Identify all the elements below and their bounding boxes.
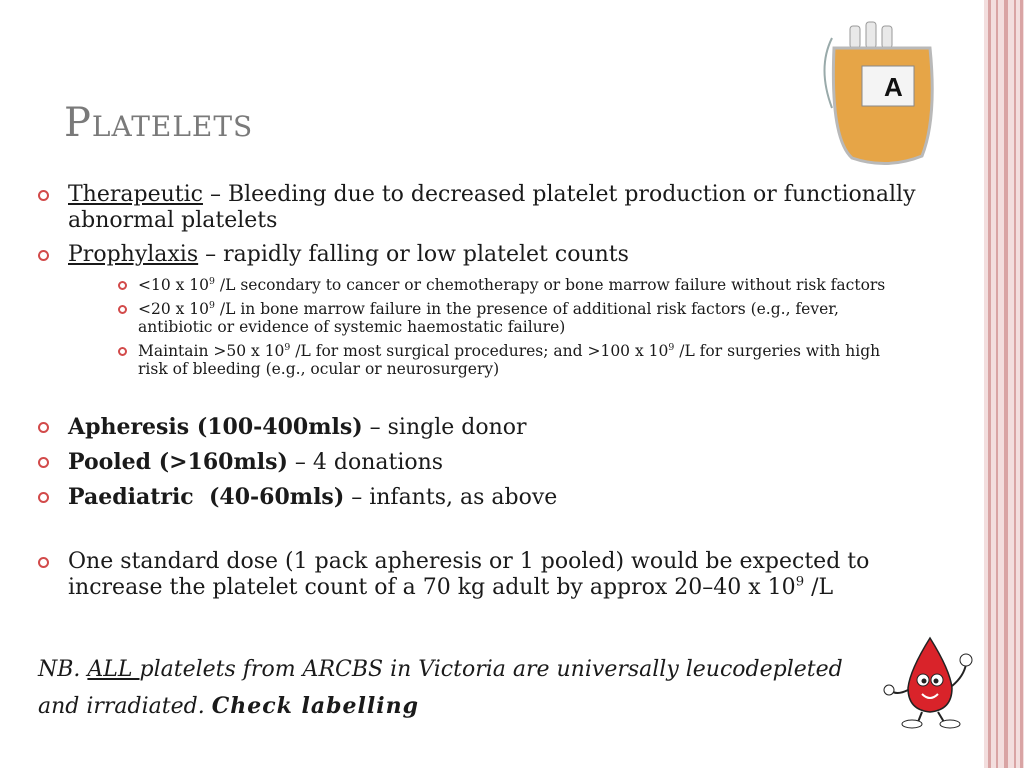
blood-drop-mascot-image bbox=[880, 630, 980, 730]
sub-text: <10 x 10 bbox=[138, 276, 210, 294]
prophylaxis-text: – rapidly falling or low platelet counts bbox=[198, 242, 629, 267]
sub-text: /L in bone marrow failure in the presence of additional risk factors (e.g., fever, antibiotic or evidence of systemic haemostatic failure) bbox=[138, 300, 839, 336]
nb-all: ALL bbox=[87, 657, 140, 682]
product-desc: – infants, as above bbox=[344, 485, 558, 510]
nb-lead: NB. bbox=[38, 657, 88, 682]
prophylaxis-term: Prophylaxis bbox=[68, 242, 199, 267]
product-desc: – 4 donations bbox=[287, 450, 444, 475]
sub-text: Maintain >50 x 10 bbox=[138, 342, 285, 360]
sub-bullet-marker bbox=[118, 281, 127, 290]
sub-bullet-3 bbox=[38, 342, 908, 378]
therapeutic-text: – Bleeding due to decreased platelet production or functionally abnormal platelets bbox=[68, 182, 916, 233]
product-desc: – single donor bbox=[362, 415, 527, 440]
bullet-marker bbox=[38, 250, 49, 261]
nb-note bbox=[38, 652, 858, 725]
nb-rest: platelets from ARCBS in Victoria are universally leucodepleted and irradiated. bbox=[38, 657, 843, 719]
superscript: 9 bbox=[284, 341, 291, 353]
dose-text: One standard dose (1 pack apheresis or 1 pooled) would be expected to increase the platelet count of a 70 kg adult by approx 20–40 x 10 bbox=[68, 549, 870, 600]
product-name: Apheresis (100-400mls) bbox=[68, 414, 363, 440]
superscript: 9 bbox=[209, 275, 215, 287]
bullet-marker bbox=[38, 190, 49, 201]
sub-bullet-marker bbox=[118, 347, 127, 356]
bullet-pooled bbox=[38, 449, 918, 476]
sub-text: /L secondary to cancer or chemotherapy or bone marrow failure without risk factors bbox=[214, 276, 886, 294]
bag-label: A bbox=[884, 72, 903, 102]
bullet-marker bbox=[38, 492, 49, 503]
bullet-marker bbox=[38, 422, 49, 433]
therapeutic-term: Therapeutic bbox=[68, 182, 203, 207]
bullet-marker bbox=[38, 457, 49, 468]
sub-text: /L for surgeries with high risk of bleeding (e.g., ocular or neurosurgery) bbox=[138, 342, 881, 378]
superscript: 9 bbox=[209, 299, 215, 311]
bullet-list bbox=[38, 182, 918, 609]
superscript: 9 bbox=[795, 574, 805, 590]
sub-bullet-marker bbox=[118, 305, 127, 314]
product-name: Pooled (>160mls) bbox=[68, 449, 288, 475]
bullet-dose bbox=[38, 549, 918, 601]
sub-text: /L for most surgical procedures; and >100 x 10 bbox=[290, 342, 669, 360]
dose-text: /L bbox=[804, 575, 834, 600]
edge-stripes bbox=[984, 0, 1024, 768]
page-title: Platelets bbox=[64, 100, 254, 146]
nb-check-labelling: Check labelling bbox=[211, 693, 419, 719]
sub-bullet-1 bbox=[38, 276, 908, 294]
sub-bullet-2 bbox=[38, 300, 908, 336]
product-name: Paediatric (40-60mls) bbox=[68, 484, 345, 510]
superscript: 9 bbox=[668, 341, 675, 353]
bullet-prophylaxis bbox=[38, 242, 918, 268]
sub-text: <20 x 10 bbox=[138, 300, 210, 318]
bullet-marker bbox=[38, 557, 49, 568]
platelet-bag-image bbox=[812, 18, 942, 168]
bullet-paediatric bbox=[38, 484, 918, 511]
bullet-therapeutic bbox=[38, 182, 918, 234]
bullet-apheresis bbox=[38, 414, 918, 441]
